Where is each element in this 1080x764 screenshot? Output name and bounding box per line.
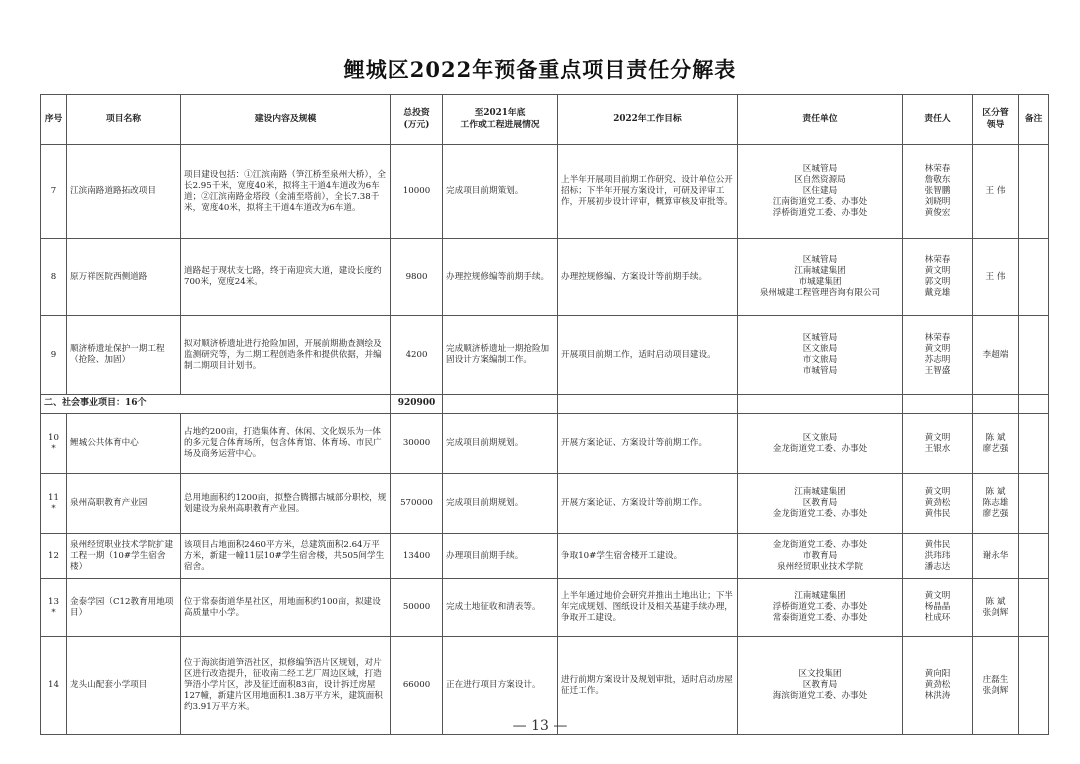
person-line: 詹敬东 bbox=[924, 175, 951, 185]
page-number: — 13 — bbox=[512, 718, 568, 734]
unit-line: 江南街道党工委、办事处 bbox=[772, 197, 868, 207]
cell-remark bbox=[1019, 474, 1049, 534]
unit-line: 区城管局 bbox=[802, 164, 838, 174]
unit-line: 区住建局 bbox=[802, 186, 838, 196]
leader-line: 张剑辉 bbox=[982, 607, 1009, 618]
cell-goal: 办理控规修编、方案设计等前期手续。 bbox=[558, 239, 738, 316]
cell-goal: 开展项目前期工作，适时启动项目建设。 bbox=[558, 316, 738, 395]
table-row bbox=[41, 145, 1049, 239]
unit-line: 江南城建集团 bbox=[794, 266, 846, 276]
cell-scope: 项目建设包括：①江滨南路（笋江桥至泉州大桥），全长2.95千米，宽度40米，拟将主干道4车道改为6车道；②江滨南路金塔段（金浦至塔前），全长7.38千米，宽度40米，拟将主干道4车道改为6车道。 bbox=[181, 145, 391, 239]
cell-scope: 位于常泰街道华星社区，用地面积约100亩，拟建设高质量中小学。 bbox=[181, 579, 391, 637]
unit-line: 区文旅局 bbox=[802, 344, 838, 354]
cell-progress: 办理控规修编等前期手续。 bbox=[443, 239, 558, 316]
cell-goal: 上半年通过地价会研究并推出土地出让；下半年完成规划、图纸设计及相关基建手续办理，争取开工建设。 bbox=[558, 579, 738, 637]
cell-project-name: 龙头山配套小学项目 bbox=[67, 637, 181, 735]
cell-invest: 10000 bbox=[391, 145, 443, 239]
cell-remark bbox=[1019, 579, 1049, 637]
responsibility-table bbox=[40, 94, 1049, 735]
leader-line: 廖艺强 bbox=[982, 443, 1009, 454]
leader-line: 陈 斌 bbox=[985, 487, 1006, 497]
row-number: 14 bbox=[48, 680, 59, 690]
leader-line: 陈 斌 bbox=[985, 432, 1006, 443]
person-line: 杜成环 bbox=[924, 613, 951, 623]
cell-project-name: 泉州高职教育产业园 bbox=[67, 474, 181, 534]
unit-line: 海滨街道党工委、办事处 bbox=[772, 691, 868, 701]
unit-line: 金龙街道党工委、办事处 bbox=[772, 509, 868, 519]
cell-leader: 王 伟 bbox=[973, 145, 1019, 239]
cell-invest: 66000 bbox=[391, 637, 443, 735]
cell-scope: 总用地面积约1200亩，拟整合腾挪古城部分职校，规划建设为泉州高职教育产业园。 bbox=[181, 474, 391, 534]
unit-line: 江南城建集团 bbox=[794, 487, 846, 497]
header-row bbox=[41, 95, 1049, 145]
cell-number bbox=[41, 316, 67, 395]
cell-project-name: 金泰学园（C12教育用地项目） bbox=[67, 579, 181, 637]
cell-remark bbox=[1019, 534, 1049, 579]
person-line: 杨晶晶 bbox=[924, 602, 951, 612]
cell-invest: 4200 bbox=[391, 316, 443, 395]
col-header-remark: 备注 bbox=[1019, 95, 1049, 145]
table-row bbox=[41, 474, 1049, 534]
cell-number bbox=[41, 474, 67, 534]
cell-persons bbox=[903, 316, 973, 395]
cell-persons bbox=[903, 534, 973, 579]
table-row bbox=[41, 414, 1049, 474]
cell-units bbox=[738, 474, 903, 534]
row-number: 9 bbox=[50, 349, 57, 360]
cell-project-name: 江滨南路道路拓改项目 bbox=[67, 145, 181, 239]
person-line: 戴竞雄 bbox=[924, 288, 951, 298]
cell-leader: 李超端 bbox=[973, 316, 1019, 395]
col-header-person: 责任人 bbox=[903, 95, 973, 145]
cell-goal: 开展方案论证、方案设计等前期工作。 bbox=[558, 414, 738, 474]
col-header-progress: 至2021年底 工作或工程进展情况 bbox=[443, 95, 558, 145]
cell-project-name: 原万祥医院西侧道路 bbox=[67, 239, 181, 316]
person-line: 黄伟民 bbox=[924, 539, 951, 550]
cell-persons bbox=[903, 145, 973, 239]
person-line: 黄文明 bbox=[924, 432, 951, 443]
col-header-unit: 责任单位 bbox=[738, 95, 903, 145]
person-line: 刘晓明 bbox=[924, 197, 951, 207]
cell-persons bbox=[903, 474, 973, 534]
cell-invest: 570000 bbox=[391, 474, 443, 534]
person-line: 张智鹏 bbox=[924, 186, 951, 196]
cell-invest: 50000 bbox=[391, 579, 443, 637]
cell-progress: 完成项目前期策划。 bbox=[443, 145, 558, 239]
person-line: 黄文明 bbox=[924, 591, 951, 601]
cell-number bbox=[41, 534, 67, 579]
cell-units bbox=[738, 239, 903, 316]
cell-number bbox=[41, 414, 67, 474]
cell-leader: 王 伟 bbox=[973, 239, 1019, 316]
cell-goal: 争取10#学生宿舍楼开工建设。 bbox=[558, 534, 738, 579]
cell-leader bbox=[973, 579, 1019, 637]
unit-line: 区文旅局 bbox=[802, 432, 838, 443]
cell-progress: 完成顺济桥遗址一期抢险加固设计方案编制工作。 bbox=[443, 316, 558, 395]
row-star-mark: * bbox=[51, 443, 56, 454]
cell-leader bbox=[973, 534, 1019, 579]
leader-line: 陈 斌 bbox=[985, 596, 1006, 607]
cell-scope: 位于海滨街道笋浯社区，拟修编笋浯片区规划，对片区进行改造提升，征收南二经工艺厂周边区域，打造笋浯小学片区，涉及征迁面积83亩，设计拆迁房屋127幢，新建片区用地面积1.38万平方米，建筑面积约3.91万平方米。 bbox=[181, 637, 391, 735]
person-line: 黄文明 bbox=[924, 487, 951, 497]
document-title: 鲤城区2022年预备重点项目责任分解表 bbox=[343, 57, 737, 82]
leader-line: 张剑辉 bbox=[982, 685, 1009, 696]
cell-progress: 完成项目前期规划。 bbox=[443, 474, 558, 534]
section-label: 二、社会事业项目：16个 bbox=[41, 395, 391, 414]
person-line: 王银水 bbox=[924, 443, 951, 454]
row-star-mark: * bbox=[51, 503, 56, 514]
row-number: 10 bbox=[48, 432, 59, 443]
unit-line: 金龙街道党工委、办事处 bbox=[772, 539, 868, 550]
unit-line: 区城管局 bbox=[802, 333, 838, 343]
cell-goal: 上半年开展项目前期工作研究、设计单位公开招标；下半年开展方案设计，可研及评审工作，开展初步设计评审，概算审核及审批等。 bbox=[558, 145, 738, 239]
cell-number bbox=[41, 239, 67, 316]
person-line: 洪玮玮 bbox=[924, 550, 951, 561]
unit-line: 区教育局 bbox=[802, 498, 838, 508]
leader-line: 庄磊生 bbox=[982, 674, 1009, 685]
row-number: 8 bbox=[50, 271, 57, 282]
cell-project-name: 顺济桥遗址保护一期工程（抢险、加固） bbox=[67, 316, 181, 395]
person-line: 苏志明 bbox=[924, 355, 951, 365]
cell-goal: 进行前期方案设计及规划审批，适时启动房屋征迁工作。 bbox=[558, 637, 738, 735]
cell-project-name: 鲤城公共体育中心 bbox=[67, 414, 181, 474]
cell-remark bbox=[1019, 239, 1049, 316]
leader-line: 陈志雄 bbox=[982, 498, 1009, 508]
unit-line: 区文投集团 bbox=[798, 669, 842, 679]
person-line: 黄劲松 bbox=[924, 498, 951, 508]
unit-line: 浮桥街道党工委、办事处 bbox=[772, 602, 868, 612]
cell-units bbox=[738, 579, 903, 637]
person-line: 黄俊宏 bbox=[924, 208, 951, 218]
cell-persons bbox=[903, 414, 973, 474]
person-line: 黄文明 bbox=[924, 344, 951, 354]
cell-progress: 完成项目前期规划。 bbox=[443, 414, 558, 474]
cell-invest: 13400 bbox=[391, 534, 443, 579]
unit-line: 泉州城建工程管理咨询有限公司 bbox=[759, 288, 881, 298]
cell-scope: 拟对顺济桥遗址进行抢险加固，开展前期勘查测绘及监测研究等，为二期工程创造条件和提供依据，并编制二期项目计划书。 bbox=[181, 316, 391, 395]
unit-line: 区自然资源局 bbox=[794, 175, 846, 185]
col-header-invest: 总投资 (万元) bbox=[391, 95, 443, 145]
leader-line: 谢永华 bbox=[982, 550, 1009, 561]
row-star-mark: * bbox=[51, 607, 56, 618]
unit-line: 江南城建集团 bbox=[794, 591, 846, 601]
col-header-leader: 区分管 领导 bbox=[973, 95, 1019, 145]
unit-line: 常泰街道党工委、办事处 bbox=[772, 613, 868, 623]
cell-leader bbox=[973, 474, 1019, 534]
cell-leader bbox=[973, 414, 1019, 474]
unit-line: 金龙街道党工委、办事处 bbox=[772, 443, 868, 454]
col-header-goal: 2022年工作目标 bbox=[558, 95, 738, 145]
cell-scope: 道路起于现状支七路，终于南迎宾大道，建设长度约700米，宽度24米。 bbox=[181, 239, 391, 316]
cell-units bbox=[738, 534, 903, 579]
row-number: 12 bbox=[48, 550, 59, 561]
cell-persons bbox=[903, 239, 973, 316]
table-row bbox=[41, 534, 1049, 579]
cell-project-name: 泉州经贸职业技术学院扩建工程一期（10#学生宿舍楼） bbox=[67, 534, 181, 579]
person-line: 林荣春 bbox=[924, 164, 951, 174]
unit-line: 泉州经贸职业技术学院 bbox=[777, 561, 863, 572]
person-line: 黄向阳 bbox=[924, 669, 951, 679]
row-number: 7 bbox=[50, 186, 57, 196]
unit-line: 市城建集团 bbox=[798, 277, 842, 287]
table-row bbox=[41, 316, 1049, 395]
cell-progress: 正在进行项目方案设计。 bbox=[443, 637, 558, 735]
section-header-row bbox=[41, 395, 1049, 414]
person-line: 王智盛 bbox=[924, 366, 951, 376]
person-line: 林荣春 bbox=[924, 255, 951, 265]
cell-number bbox=[41, 145, 67, 239]
unit-line: 市教育局 bbox=[802, 550, 838, 561]
cell-invest: 30000 bbox=[391, 414, 443, 474]
col-header-name: 项目名称 bbox=[67, 95, 181, 145]
cell-number bbox=[41, 579, 67, 637]
leader-line: 廖艺强 bbox=[982, 509, 1009, 519]
unit-line: 区城管局 bbox=[802, 255, 838, 265]
person-line: 黄劲松 bbox=[924, 680, 951, 690]
person-line: 郭文明 bbox=[924, 277, 951, 287]
cell-goal: 开展方案论证、方案设计等前期工作。 bbox=[558, 474, 738, 534]
person-line: 林洪涛 bbox=[924, 691, 951, 701]
cell-remark bbox=[1019, 414, 1049, 474]
cell-units bbox=[738, 316, 903, 395]
person-line: 潘志达 bbox=[924, 561, 951, 572]
cell-persons bbox=[903, 579, 973, 637]
person-line: 黄伟民 bbox=[924, 509, 951, 519]
person-line: 黄文明 bbox=[924, 266, 951, 276]
row-number: 11 bbox=[48, 492, 59, 503]
cell-invest: 9800 bbox=[391, 239, 443, 316]
table-row bbox=[41, 239, 1049, 316]
cell-remark bbox=[1019, 316, 1049, 395]
cell-progress: 办理项目前期手续。 bbox=[443, 534, 558, 579]
cell-scope: 占地约200亩，打造集体育、休闲、文化娱乐为一体的多元复合体育场所，包含体育馆、体育场、市民广场及商务运营中心。 bbox=[181, 414, 391, 474]
table-row bbox=[41, 579, 1049, 637]
cell-progress: 完成土地征收和清表等。 bbox=[443, 579, 558, 637]
cell-units bbox=[738, 414, 903, 474]
row-number: 13 bbox=[48, 596, 59, 607]
cell-units bbox=[738, 145, 903, 239]
unit-line: 市城管局 bbox=[802, 366, 838, 376]
unit-line: 市文旅局 bbox=[802, 355, 838, 365]
unit-line: 区教育局 bbox=[802, 680, 838, 690]
person-line: 林荣春 bbox=[924, 333, 951, 343]
col-header-scope: 建设内容及规模 bbox=[181, 95, 391, 145]
cell-remark bbox=[1019, 145, 1049, 239]
cell-scope: 该项目占地面积2460平方米，总建筑面积2.64万平方米，新建一幢11层10#学生宿舍楼，共505间学生宿舍。 bbox=[181, 534, 391, 579]
col-header-no: 序号 bbox=[41, 95, 67, 145]
unit-line: 浮桥街道党工委、办事处 bbox=[772, 208, 868, 218]
section-invest: 920900 bbox=[391, 395, 443, 414]
